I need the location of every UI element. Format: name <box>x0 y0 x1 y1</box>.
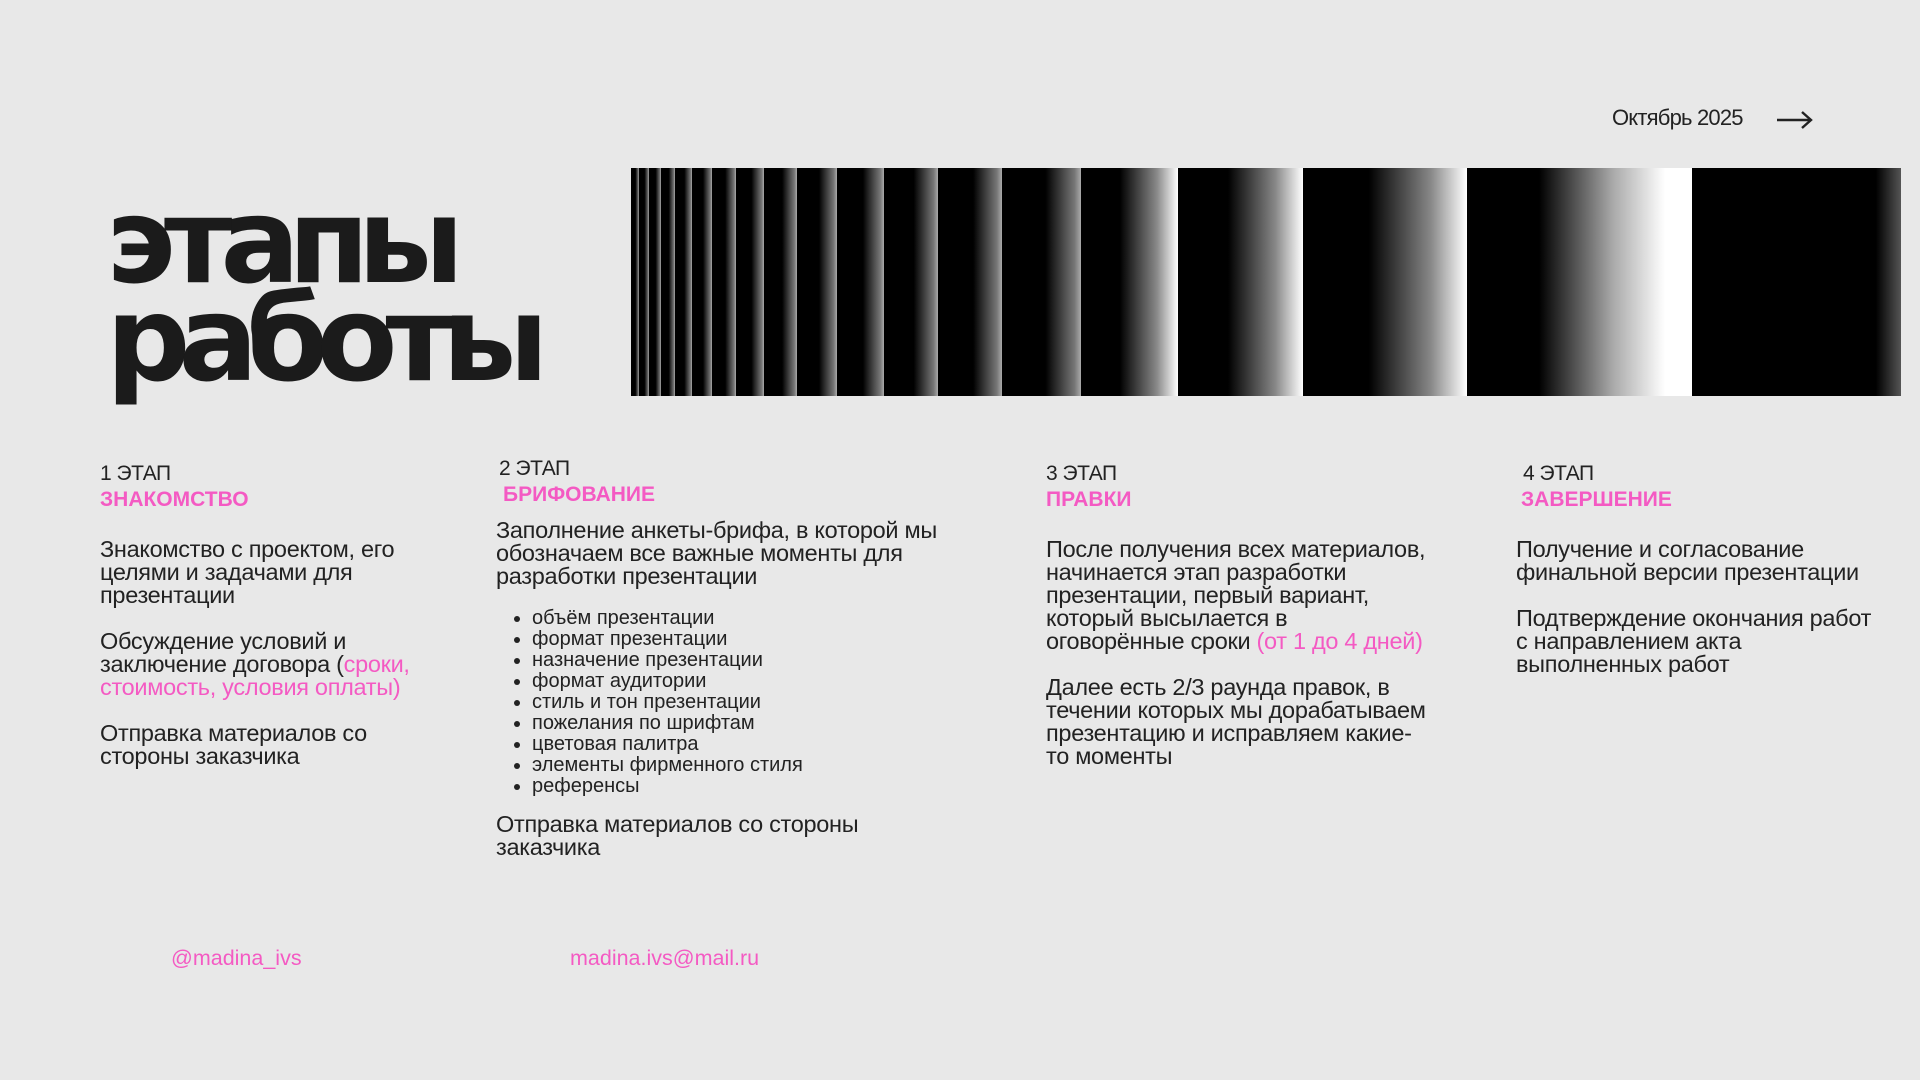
date-label: Октябрь 2025 <box>1612 105 1743 130</box>
arrow-right-icon[interactable] <box>1776 108 1814 132</box>
gradient-bar <box>661 168 675 396</box>
stage-paragraph: Отправка материалов со стороны заказчика <box>496 811 859 860</box>
gradient-bar <box>675 168 692 396</box>
gradient-bar <box>1467 168 1692 396</box>
gradient-bar <box>736 168 764 396</box>
gradient-bar <box>631 168 639 396</box>
stage-4 <box>1516 462 1886 676</box>
list-item: • пожелания по шрифтам <box>532 713 996 734</box>
stage-name: БРИФОВАНИЕ <box>503 483 656 506</box>
instagram-link[interactable]: @madina_ivs <box>171 946 302 970</box>
list-item: • цветовая палитра <box>532 734 996 755</box>
page-title <box>106 172 537 408</box>
stage-name: ЗАВЕРШЕНИЕ <box>1521 488 1672 511</box>
gradient-bar <box>797 168 837 396</box>
stage-paragraph: Далее есть 2/3 раунда правок, в течении которых мы дорабатываем презентацию и исправляем какие-то моменты <box>1046 674 1426 769</box>
stage-paragraph: Заполнение анкеты-брифа, в которой мы обозначаем все важные моменты для разработки презентации <box>496 517 937 589</box>
stage-paragraph: Знакомство с проектом, его целями и задачами для презентации <box>100 536 395 608</box>
gradient-bar <box>1002 168 1081 396</box>
list-item: • референсы <box>532 776 996 797</box>
gradient-bars-banner <box>631 168 1909 396</box>
list-item: • формат презентации <box>532 629 996 650</box>
stage-paragraph: Подтверждение окончания работ с направлением акта выполненных работ <box>1516 605 1872 677</box>
deadline-highlight: (от 1 до 4 дней) <box>1256 628 1423 654</box>
gradient-bar <box>1178 168 1303 396</box>
gradient-bar <box>712 168 736 396</box>
stage-1 <box>100 462 420 768</box>
stage-paragraph: Получение и согласование финальной версии презентации <box>1516 536 1859 585</box>
title-line-2: работы <box>106 270 537 408</box>
stage-number: 4 ЭТАП <box>1523 462 1594 485</box>
gradient-bar <box>692 168 712 396</box>
stage-3 <box>1046 462 1426 768</box>
stage-paragraph: Отправка материалов со стороны заказчика <box>100 720 367 769</box>
list-item: • формат аудитории <box>532 671 996 692</box>
gradient-bar <box>1692 168 1901 396</box>
list-item: • стиль и тон презентации <box>532 692 996 713</box>
brief-list <box>496 608 996 797</box>
gradient-bar <box>649 168 661 396</box>
stage-name: ЗНАКОМСТВО <box>100 488 249 511</box>
stage-number: 3 ЭТАП <box>1046 462 1117 485</box>
stage-number: 2 ЭТАП <box>499 457 570 480</box>
gradient-bar <box>764 168 797 396</box>
gradient-bar <box>639 168 649 396</box>
gradient-bar <box>1081 168 1178 396</box>
gradient-bar <box>1303 168 1467 396</box>
paragraph-text: После получения всех материалов, начинается этап разработки презентации, первый вариант, который высылается в оговорённые сроки <box>1046 536 1426 654</box>
stage-2 <box>496 457 996 859</box>
email-link[interactable]: madina.ivs@mail.ru <box>570 946 760 970</box>
gradient-bar <box>884 168 938 396</box>
title-line-1: этапы <box>106 172 453 310</box>
stage-paragraph <box>100 630 420 699</box>
list-item: • назначение презентации <box>532 650 996 671</box>
gradient-bar <box>938 168 1002 396</box>
stage-number: 1 ЭТАП <box>100 462 171 485</box>
list-item: • объём презентации <box>532 608 996 629</box>
paragraph-text: Обсуждение условий и заключение договора ( <box>100 628 347 677</box>
list-item: • элементы фирменного стиля <box>532 755 996 776</box>
payment-terms-highlight: сроки, стоимость, условия оплаты) <box>100 651 410 700</box>
stage-paragraph <box>1046 538 1426 653</box>
stage-name: ПРАВКИ <box>1046 488 1132 511</box>
gradient-bar <box>837 168 884 396</box>
